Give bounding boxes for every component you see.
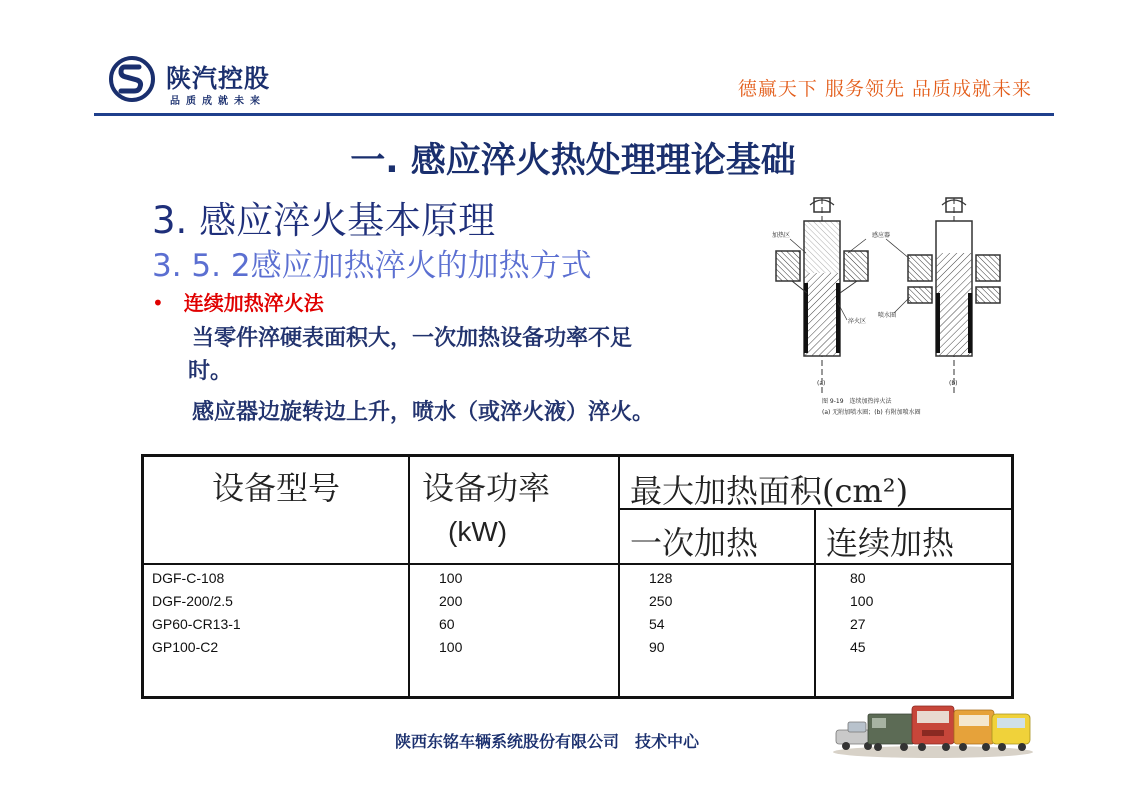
table-cell: 27 [850,616,866,632]
table-cell: 90 [649,639,665,655]
header-power: 设备功率 [422,469,551,507]
column-single-heating [649,567,672,659]
table-cell: 100 [850,593,874,609]
paragraph-line: 当零件淬硬表面积大，一次加热设备功率不足 [192,326,633,351]
paragraph-line: 时。 [188,359,233,384]
header-single-heating: 一次加热 [630,524,759,562]
section-heading: 3. 感应淬火基本原理 [152,199,496,242]
company-logo [108,55,308,107]
footer-company: 陕西东铭车辆系统股份有限公司 [395,732,620,751]
table-cell: 45 [850,639,866,655]
table-cell: DGF-C-108 [152,570,225,586]
table-cell: 100 [439,570,463,586]
header-divider [94,113,1054,116]
table-divider [408,456,410,698]
header-motto: 德赢天下 服务领先 品质成就未来 [737,78,1032,100]
footer-department: 技术中心 [635,732,700,751]
header-max-area: 最大加热面积(cm²) [630,472,909,510]
logo-name: 陕汽控股 [166,64,271,93]
table-cell: 250 [649,593,673,609]
label-inductor: 感应器 [872,232,891,239]
table-divider [814,509,816,698]
bullet-item [152,287,324,316]
footer [395,729,699,752]
label-a: (a) [817,380,826,387]
table-cell: 128 [649,570,673,586]
header-power-unit: (kW) [448,516,508,547]
label-heating-zone: 加热区 [772,232,791,239]
header-model: 设备型号 [212,469,341,507]
table-cell: GP60-CR13-1 [152,616,241,632]
bullet-marker: • [152,291,164,315]
table-cell: DGF-200/2.5 [152,593,233,609]
table-cell: 60 [439,616,455,632]
quenching-diagram [762,193,1032,428]
table-cell: 54 [649,616,665,632]
logo-slogan: 品质成就未来 [170,96,266,107]
table-cell: 100 [439,639,463,655]
vehicle-lineup-image [832,700,1034,758]
figure-caption: 图 9-19 连续加热淬火法 [822,398,892,405]
continuous-quench-figure [762,193,1032,428]
figure-caption-sub: (a) 无附加喷水圈；(b) 有附加喷水圈 [822,409,921,416]
label-quench-zone: 淬火区 [848,318,867,325]
column-power [439,567,462,659]
bullet-label: 连续加热淬火法 [183,291,324,315]
shaanxi-automobile-logo-icon [108,55,156,103]
header-continuous-heating: 连续加热 [826,524,955,562]
paragraph-line: 感应器边旋转边上升，喷水（或淬火液）淬火。 [192,400,655,425]
column-continuous-heating [850,567,873,659]
subsection-heading: 3. 5. 2感应加热淬火的加热方式 [152,248,592,284]
table-cell: GP100-C2 [152,639,219,655]
label-b: (b) [949,380,958,387]
table-cell: 80 [850,570,866,586]
table-cell: 200 [439,593,463,609]
table-divider [618,456,620,698]
page-title: 一. 感应淬火热处理理论基础 [350,141,796,181]
column-model [152,567,241,659]
label-spray-ring: 喷水圈 [878,312,897,319]
